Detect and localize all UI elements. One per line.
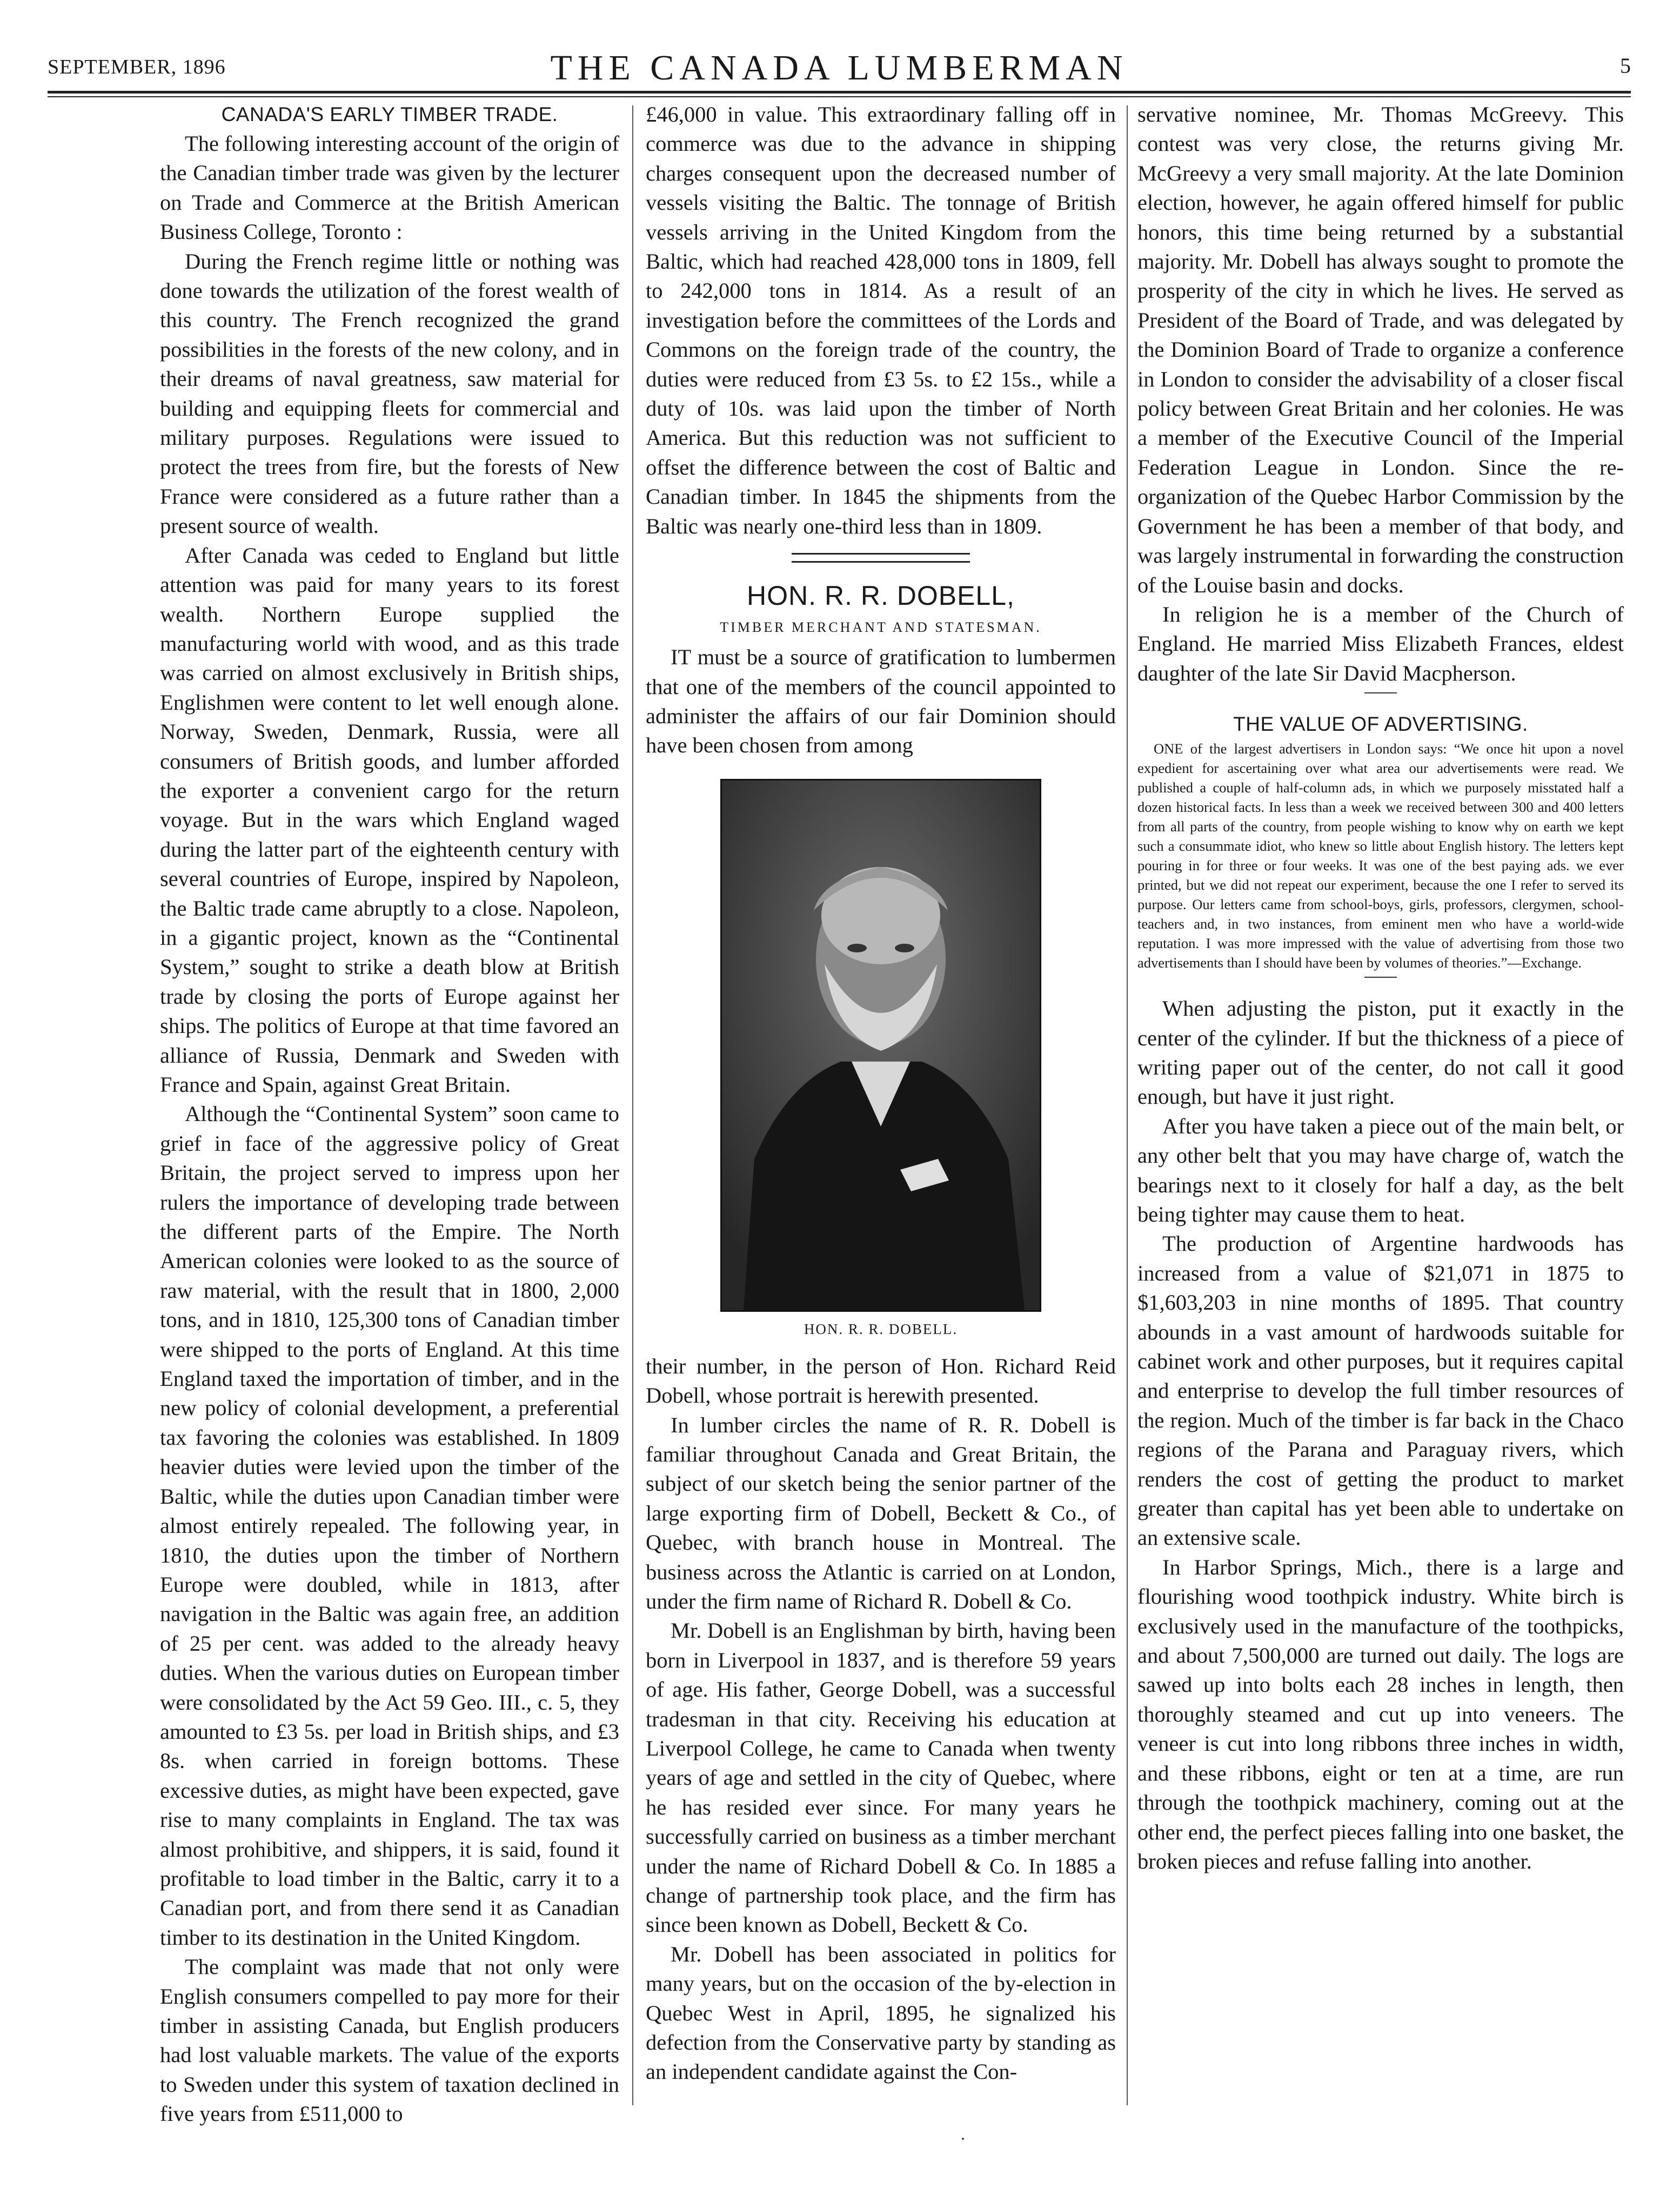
newspaper-title: THE CANADA LUMBERMAN [550, 48, 1128, 88]
section-divider [1364, 692, 1397, 693]
masthead-rule-thin [48, 96, 1631, 97]
paragraph: IT must be a source of gratification to lumbermen that one of the members of the council appointed to administer the affairs of our fair Dominion should have been chosen from among [646, 645, 1116, 758]
paragraph: Mr. Dobell has been associated in politics for many years, but on the occasion of the by-election in Quebec West in April, 1895, he signalized his defection from the Conservative party by standing as an independent candidate against the Con- [646, 1942, 1116, 2084]
paragraph: The production of Argentine hardwoods has increased from a value of $21,071 in 1875 to $1,603,203 in nine months of 1895. That country abounds in a vast amount of hardwoods suitable for cabinet work and other purposes, but it requires capital and enterprise to develop the full timber resources of the region. Much of the timber is far back in the Chaco regions of the Parana and Paraguay rivers, which renders the cost of getting the product to market greater than capital has yet been able to undertake on an extensive scale. [1137, 1231, 1624, 1550]
advertising-article-body [1137, 739, 1624, 972]
column-1 [160, 100, 619, 2129]
issue-date: SEPTEMBER, 1896 [48, 56, 226, 78]
paragraph-continued: £46,000 in value. This extraordinary falling off in commerce was due to the advance in shipping charges consequent upon the decreased number of vessels visiting the Baltic. The tonnage of British vessels arriving in the United Kingdom from the Baltic, which had reached 428,000 tons in 1809, fell to 242,000 tons in 1814. As a result of an investigation before the committees of the Lords and Commons on the foreign trade of the country, the duties were reduced from £3 5s. to £2 15s., while a duty of 10s. was laid upon the timber of North America. But this reduction was not sufficient to offset the difference between the cost of Baltic and Canadian timber. In 1845 the shipments from the Baltic was nearly one-third less than in 1809. [646, 102, 1116, 538]
paragraph: The following interesting account of the origin of the Canadian timber trade was given by the lecturer on Trade and Commerce at the British American Business College, Toronto : [160, 131, 619, 244]
article-title-dobell: HON. R. R. DOBELL, [747, 581, 1015, 611]
article-title-timber-trade: CANADA'S EARLY TIMBER TRADE. [221, 103, 558, 125]
paragraph: Although the “Continental System” soon came to grief in face of the aggressive policy of Great Britain, the project served to impress upon her rulers the importance of developing trade between the different parts of the Empire. The North American colonies were looked to as the source of raw material, with the result that in 1800, 2,000 tons, and in 1810, 125,300 tons of Canadian timber were shipped to the ports of England. At this time England taxed the importation of timber, and in the new policy of colonial development, a preferential tax favoring the colonies was established. In 1809 heavier duties were levied upon the timber of the Baltic, while the duties upon Canadian timber were almost entirely repealed. The following year, in 1810, the duties upon the timber of Northern Europe were doubled, while in 1813, after navigation in the Baltic was again free, an addition of 25 per cent. was added to the already heavy duties. When the various duties on European timber were consolidated by the Act 59 Geo. III., c. 5, they amounted to £3 5s. per load in British ships, and £3 8s. when carried in foreign bottoms. These excessive duties, as might have been expected, gave rise to many complaints in England. The tax was almost prohibitive, and shippers, it is said, found it profitable to load timber in the Baltic, carry it to a Canadian port, and from there send it as Canadian timber to its destination in the United Kingdom. [160, 1102, 619, 1950]
column-divider [632, 105, 633, 2105]
paragraph: When adjusting the piston, put it exactly in the center of the cylinder. If but the thickness of a piece of writing paper out of the center, do not call it good enough, but have it just right. [1137, 996, 1624, 1109]
column-divider [1127, 105, 1128, 2105]
paragraph: The complaint was made that not only were English consumers compelled to pay more for their timber in assisting Canada, but English producers had lost valuable markets. The value of the exports to Sweden under this system of taxation declined in five years from £511,000 to [160, 1954, 619, 2126]
paragraph: During the French regime little or nothing was done towards the utilization of the forest wealth of this country. The French recognized the grand possibilities in the forests of the new colony, and in their dreams of naval greatness, saw material for building and equipping fleets for commercial and military purposes. Regulations were issued to protect the trees from fire, but the forests of New France were considered as a future rather than a present source of wealth. [160, 249, 619, 538]
paragraph: After Canada was ceded to England but little attention was paid for many years to its forest wealth. Northern Europe supplied the manufacturing world with wood, and as this trade was carried on almost exclusively in British ships, Englishmen were content to let well enough alone. Norway, Sweden, Denmark, Russia, were all consumers of British goods, and lumber afforded the exporter a convenient cargo for the return voyage. But in the wars which England waged during the latter part of the eighteenth century with several countries of Europe, inspired by Napoleon, the Baltic trade came abruptly to a close. Napoleon, in a gigantic project, known as the “Continental System,” sought to strike a death blow at British trade by closing the ports of Europe against her ships. The politics of Europe at that time favored an alliance of Russia, Denmark and Sweden with France and Spain, against Great Britain. [160, 543, 619, 1097]
article-subtitle: TIMBER MERCHANT AND STATESMAN. [720, 619, 1042, 636]
article-title-advertising: THE VALUE OF ADVERTISING. [1233, 713, 1528, 736]
portrait-caption: HON. R. R. DOBELL. [804, 1320, 958, 1337]
paragraph: Mr. Dobell is an Englishman by birth, having been born in Liverpool in 1837, and is therefore 59 years of age. His father, George Dobell, was a successful tradesman in that city. Receiving his education at Liverpool College, he came to Canada when twenty years of age and settled in the city of Quebec, where he has resided ever since. For many years he successfully carried on business as a timber merchant under the name of Richard Dobell & Co. In 1885 a change of partnership took place, and the firm has since been known as Dobell, Beckett & Co. [646, 1618, 1116, 1937]
paragraph: In lumber circles the name of R. R. Dobell is familiar throughout Canada and Great Britain, the subject of our sketch being the senior partner of the large exporting firm of Dobell, Beckett & Co., of Quebec, with branch house in Montreal. The business across the Atlantic is carried on at London, under the firm name of Richard R. Dobell & Co. [646, 1412, 1116, 1613]
paragraph: ONE of the largest advertisers in London says: “We once hit upon a novel expedient for ascertaining over what area our advertisements were read. We published a couple of half-column ads, in which we purposely misstated half a dozen historical facts. In less than a week we received between 300 and 400 letters from all parts of the country, from people wishing to know why on earth we kept such a consummate idiot, who knew so little about English history. The letters kept pouring in for three or four weeks. It was one of the best paying ads. we ever printed, but we did not repeat our experiment, because the one I refer to served its purpose. Our letters came from school-boys, girls, professors, clergymen, school-teachers and, in two instances, from eminent men who have a world-wide reputation. I was more impressed with the value of advertising from those two advertisements than I should have been by volumes of theories.”—Exchange. [1137, 740, 1624, 971]
masthead [48, 48, 1631, 91]
paragraph: After you have taken a piece out of the main belt, or any other belt that you may have charge of, watch the bearings next to it closely for half a day, as the belt being tighter may cause them to heat. [1137, 1113, 1624, 1226]
paragraph: In Harbor Springs, Mich., there is a large and flourishing wood toothpick industry. White birch is exclusively used in the manufacture of the toothpicks, and about 7,500,000 are turned out daily. The logs are sawed up into bolts each 28 inches in length, then thoroughly steamed and cut up into veneers. The veneer is cut into long ribbons three inches in width, and these ribbons, eight or ten at a time, are run through the toothpick machinery, coming out at the other end, the perfect pieces falling into one basket, the broken pieces and refuse falling into another. [1137, 1554, 1624, 1873]
paragraph-continued: servative nominee, Mr. Thomas McGreevy. This contest was very close, the returns giving Mr. McGreevy a very small majority. At the late Dominion election, however, he again offered himself for public honors, this time being returned by a substantial majority. Mr. Dobell has always sought to promote the prosperity of the city in which he lives. He served as President of the Board of Trade, and was delegated by the Dominion Board of Trade to organize a conference in London to consider the advisability of a closer fiscal policy between Great Britain and her colonies. He was a member of the Executive Council of the Imperial Federation League in London. Since the re-organization of the Quebec Harbor Commission by the Government he has been a member of that body, and was largely instrumental in forwarding the construction of the Louise basin and docks. [1137, 102, 1624, 597]
masthead-rule [48, 91, 1631, 94]
portrait-image [720, 779, 1041, 1312]
page-mark [962, 2138, 964, 2140]
portrait-illustration [722, 780, 1040, 1310]
page-number: 5 [1620, 54, 1631, 78]
paragraph: their number, in the person of Hon. Richard Reid Dobell, whose portrait is herewith presented. [646, 1353, 1116, 1408]
paragraph: In religion he is a member of the Church of England. He married Miss Elizabeth Frances, eldest daughter of the late Sir David Macpherson. [1137, 602, 1624, 685]
column-2 [646, 100, 1116, 2087]
section-divider [792, 553, 970, 563]
section-divider [1364, 977, 1397, 978]
column-3 [1137, 100, 1624, 1876]
